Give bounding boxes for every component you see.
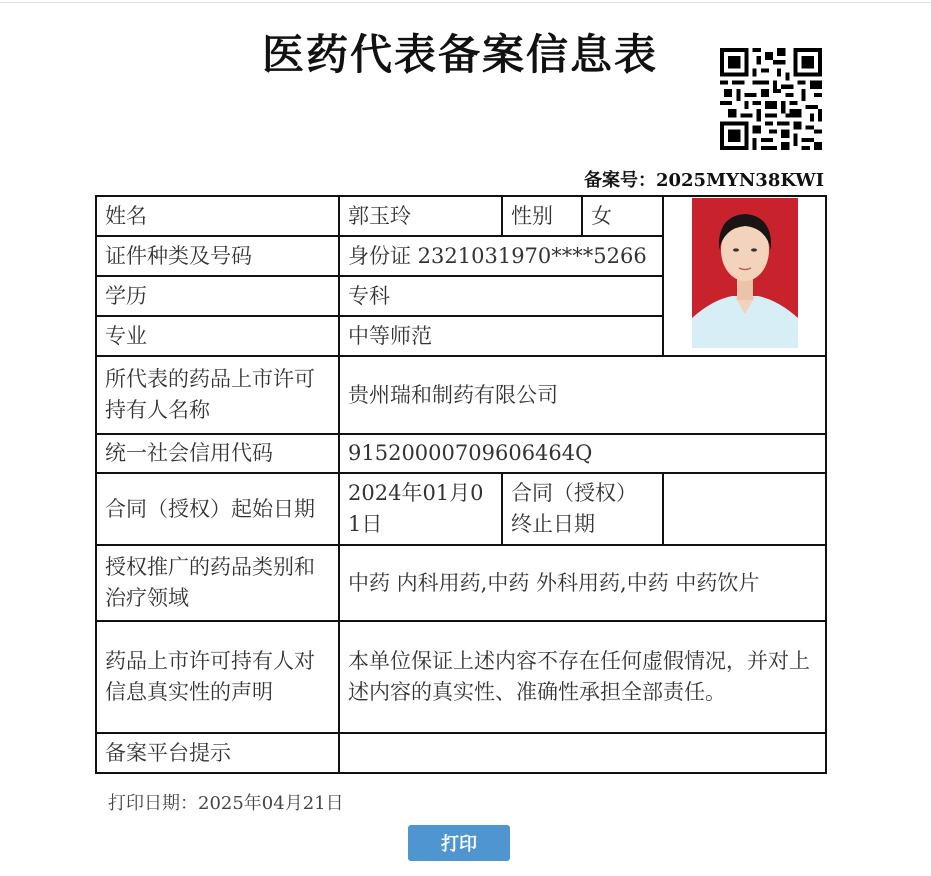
declaration-label: 药品上市许可持有人对信息真实性的声明 [96,621,339,733]
photo-cell [663,196,826,356]
id-value: 身份证 2321031970****5266 [339,236,663,276]
info-table [95,195,827,774]
holder-value: 贵州瑞和制药有限公司 [339,356,826,434]
education-value: 专科 [339,276,663,316]
platform-hint-label: 备案平台提示 [96,733,339,773]
qr-code-icon [720,48,822,150]
declaration-value: 本单位保证上述内容不存在任何虚假情况，并对上述内容的真实性、准确性承担全部责任。 [339,621,826,733]
name-label: 姓名 [96,196,339,236]
holder-label: 所代表的药品上市许可持有人名称 [96,356,339,434]
education-label: 学历 [96,276,339,316]
page-title: 医药代表备案信息表 [261,30,658,79]
name-value: 郭玉玲 [339,196,502,236]
top-divider [0,2,931,3]
print-date-label: 打印日期： [108,793,198,814]
category-label: 授权推广的药品类别和治疗领域 [96,545,339,621]
print-button[interactable]: 打印 [408,825,510,861]
credit-code-value: 91520000709606464Q [339,434,826,473]
category-value: 中药 内科用药,中药 外科用药,中药 中药饮片 [339,545,826,621]
registration-number [584,166,824,192]
registration-label: 备案号： [583,170,656,191]
gender-label: 性别 [502,196,582,236]
print-date-value: 2025年04月21日 [198,793,344,814]
gender-value: 女 [582,196,663,236]
major-value: 中等师范 [339,316,663,356]
contract-start-value: 2024年01月01日 [339,473,502,545]
id-label: 证件种类及号码 [96,236,339,276]
print-date [108,789,344,815]
portrait-photo [692,198,798,348]
contract-end-label: 合同（授权）终止日期 [502,473,663,545]
credit-code-label: 统一社会信用代码 [96,434,339,473]
platform-hint-value [339,733,826,773]
registration-value: 2025MYN38KWI [655,170,824,191]
contract-end-value [663,473,826,545]
contract-start-label: 合同（授权）起始日期 [96,473,339,545]
portrait-icon [692,198,798,348]
major-label: 专业 [96,316,339,356]
